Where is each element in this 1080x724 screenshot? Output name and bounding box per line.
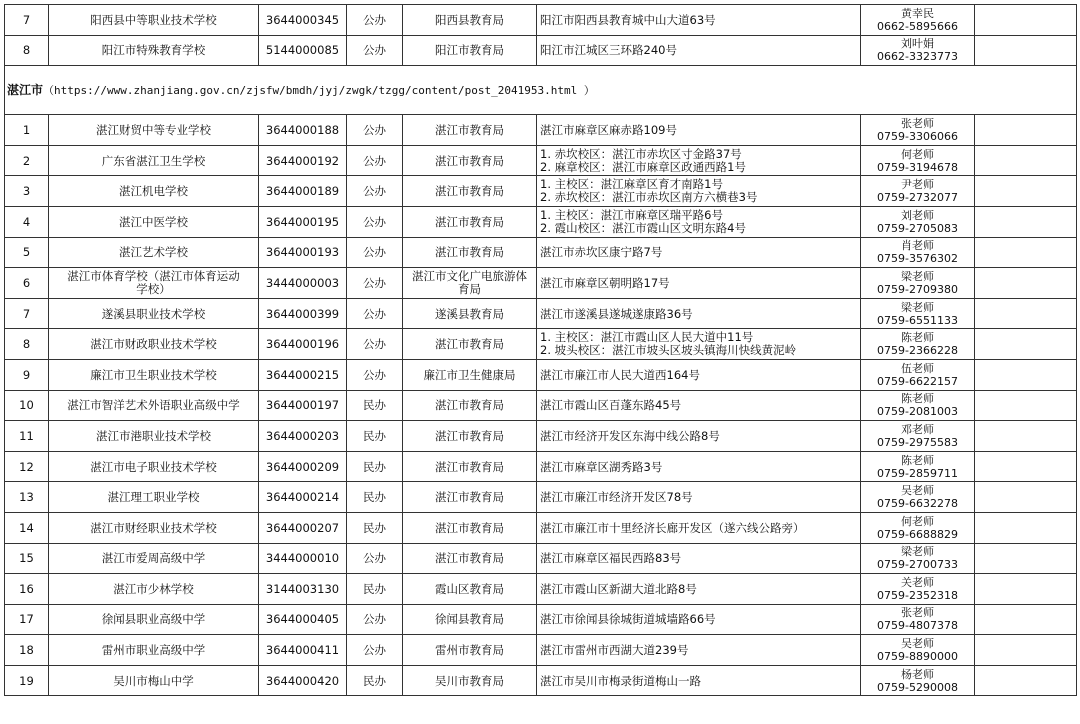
contact-name: 梁老师 [901, 269, 934, 283]
table-row [5, 451, 1077, 482]
school-name: 湛江理工职业学校 [49, 482, 259, 513]
contact-phone: 0759-2709380 [877, 282, 958, 296]
school-code: 3644000189 [259, 176, 347, 207]
remarks [975, 237, 1077, 268]
contact-cell [861, 268, 975, 299]
address-line: 湛江市麻章区朝明路17号 [540, 275, 670, 290]
row-number: 3 [5, 176, 49, 207]
authority: 湛江市教育局 [403, 390, 537, 421]
table-row [5, 176, 1077, 207]
address [537, 268, 861, 299]
authority: 阳江市教育局 [403, 35, 537, 66]
school-code: 3644000345 [259, 5, 347, 36]
remarks [975, 390, 1077, 421]
table-row [5, 145, 1077, 176]
contact-name: 陈老师 [901, 453, 934, 467]
school-code: 3644000196 [259, 329, 347, 360]
school-type: 公办 [347, 176, 403, 207]
row-number: 8 [5, 329, 49, 360]
contact-cell [861, 206, 975, 237]
contact-phone: 0759-5290008 [877, 680, 958, 694]
school-name: 湛江市爱周高级中学 [49, 543, 259, 574]
remarks [975, 176, 1077, 207]
remarks [975, 115, 1077, 146]
table-row [5, 359, 1077, 390]
authority: 阳西县教育局 [403, 5, 537, 36]
school-type: 公办 [347, 635, 403, 666]
authority: 湛江市教育局 [403, 329, 537, 360]
authority: 遂溪县教育局 [403, 298, 537, 329]
school-code: 3644000399 [259, 298, 347, 329]
contact-cell [861, 574, 975, 605]
school-name: 广东省湛江卫生学校 [49, 145, 259, 176]
table-row [5, 512, 1077, 543]
city-name: 湛江市 [7, 82, 44, 97]
remarks [975, 35, 1077, 66]
table-row [5, 421, 1077, 452]
contact-phone: 0759-6632278 [877, 497, 958, 511]
contact-cell [861, 35, 975, 66]
school-type: 公办 [347, 298, 403, 329]
contact-phone: 0759-2352318 [877, 588, 958, 602]
authority: 湛江市教育局 [403, 451, 537, 482]
contact-cell [861, 237, 975, 268]
address [537, 145, 861, 176]
school-name: 阳西县中等职业技术学校 [49, 5, 259, 36]
address-line: 湛江市徐闻县徐城街道城墙路66号 [540, 612, 716, 627]
contact-name: 梁老师 [901, 300, 934, 314]
contact-name: 吴老师 [901, 637, 934, 651]
school-type: 民办 [347, 574, 403, 605]
contact-cell [861, 359, 975, 390]
school-code: 3444000003 [259, 268, 347, 299]
contact-name: 刘叶娟 [901, 37, 934, 51]
row-number: 16 [5, 574, 49, 605]
school-name: 阳江市特殊教育学校 [49, 35, 259, 66]
school-name: 吴川市梅山中学 [49, 665, 259, 696]
address-line: 湛江市廉江市人民大道西164号 [540, 367, 700, 382]
contact-phone: 0759-3306066 [877, 129, 958, 143]
school-code: 3644000207 [259, 512, 347, 543]
school-name: 徐闻县职业高级中学 [49, 604, 259, 635]
contact-name: 何老师 [901, 147, 934, 161]
school-name: 雷州市职业高级中学 [49, 635, 259, 666]
contact-cell [861, 298, 975, 329]
school-name: 湛江艺术学校 [49, 237, 259, 268]
address [537, 206, 861, 237]
address [537, 543, 861, 574]
school-name: 湛江市电子职业技术学校 [49, 451, 259, 482]
contact-phone: 0759-2705083 [877, 221, 958, 235]
contact-phone: 0662-3323773 [877, 50, 958, 64]
address [537, 421, 861, 452]
address [537, 298, 861, 329]
authority: 廉江市卫生健康局 [403, 359, 537, 390]
row-number: 15 [5, 543, 49, 574]
address-line: 湛江市遂溪县遂城遂康路36号 [540, 306, 693, 321]
school-name: 湛江机电学校 [49, 176, 259, 207]
address-line: 湛江市雷州市西湖大道239号 [540, 643, 689, 658]
school-type: 公办 [347, 237, 403, 268]
remarks [975, 298, 1077, 329]
contact-phone: 0759-8890000 [877, 650, 958, 664]
contact-name: 邓老师 [901, 422, 934, 436]
school-code: 3644000193 [259, 237, 347, 268]
contact-cell [861, 5, 975, 36]
contact-cell [861, 115, 975, 146]
school-code: 3644000197 [259, 390, 347, 421]
school-list-sheet [4, 4, 1076, 696]
contact-phone: 0759-6688829 [877, 527, 958, 541]
school-code: 3644000209 [259, 451, 347, 482]
authority: 徐闻县教育局 [403, 604, 537, 635]
contact-name: 刘老师 [901, 208, 934, 222]
contact-phone: 0759-2859711 [877, 466, 958, 480]
contact-name: 吴老师 [901, 484, 934, 498]
row-number: 6 [5, 268, 49, 299]
row-number: 11 [5, 421, 49, 452]
address [537, 665, 861, 696]
contact-cell [861, 665, 975, 696]
address-line: 湛江市麻章区麻赤路109号 [540, 122, 677, 137]
table-row [5, 574, 1077, 605]
contact-phone: 0759-3194678 [877, 160, 958, 174]
contact-name: 张老师 [901, 116, 934, 130]
school-type: 民办 [347, 482, 403, 513]
school-code: 3644000420 [259, 665, 347, 696]
school-type: 公办 [347, 35, 403, 66]
contact-cell [861, 176, 975, 207]
authority-line: 湛江市文化广电旅游体 [412, 268, 527, 283]
address-line: 湛江市麻章区湖秀路3号 [540, 459, 663, 474]
address-line: 1. 主校区：湛江市麻章区瑞平路6号 [540, 207, 723, 222]
row-number: 7 [5, 5, 49, 36]
table-row [5, 635, 1077, 666]
table-row [5, 665, 1077, 696]
authority: 湛江市教育局 [403, 482, 537, 513]
school-code: 3644000405 [259, 604, 347, 635]
row-number: 17 [5, 604, 49, 635]
table-row [5, 35, 1077, 66]
row-number: 4 [5, 206, 49, 237]
table-row [5, 329, 1077, 360]
contact-name: 肖老师 [901, 239, 934, 253]
school-type: 公办 [347, 604, 403, 635]
school-name: 遂溪县职业技术学校 [49, 298, 259, 329]
table-row [5, 604, 1077, 635]
school-code: 3644000411 [259, 635, 347, 666]
address-line: 湛江市霞山区百蓬东路45号 [540, 398, 682, 413]
row-number: 1 [5, 115, 49, 146]
row-number: 19 [5, 665, 49, 696]
address [537, 451, 861, 482]
remarks [975, 665, 1077, 696]
school-type: 公办 [347, 359, 403, 390]
authority: 霞山区教育局 [403, 574, 537, 605]
school-name: 湛江市港职业技术学校 [49, 421, 259, 452]
contact-phone: 0759-2081003 [877, 405, 958, 419]
school-name: 湛江市少林学校 [49, 574, 259, 605]
contact-name: 梁老师 [901, 545, 934, 559]
row-number: 12 [5, 451, 49, 482]
remarks [975, 206, 1077, 237]
address: 阳江市阳西县教育城中山大道63号 [537, 5, 861, 36]
contact-cell [861, 145, 975, 176]
authority: 湛江市教育局 [403, 237, 537, 268]
address-line: 湛江市麻章区福民西路83号 [540, 551, 682, 566]
address-line: 湛江市霞山区新湖大道北路8号 [540, 581, 697, 596]
address-line: 2. 霞山校区：湛江市霞山区文明东路4号 [540, 220, 746, 235]
remarks [975, 359, 1077, 390]
contact-name: 杨老师 [901, 667, 934, 681]
table-row [5, 206, 1077, 237]
contact-name: 黄幸民 [901, 6, 934, 20]
school-code: 3144003130 [259, 574, 347, 605]
contact-name: 陈老师 [901, 331, 934, 345]
remarks [975, 635, 1077, 666]
table-row [5, 237, 1077, 268]
remarks [975, 482, 1077, 513]
school-type: 公办 [347, 115, 403, 146]
table-row [5, 298, 1077, 329]
row-number: 7 [5, 298, 49, 329]
contact-cell [861, 543, 975, 574]
address-line: 湛江市赤坎区康宁路7号 [540, 245, 663, 260]
authority: 湛江市教育局 [403, 176, 537, 207]
contact-phone: 0662-5895666 [877, 19, 958, 33]
address-line: 湛江市经济开发区东海中线公路8号 [540, 428, 720, 443]
contact-name: 陈老师 [901, 392, 934, 406]
school-table-body [5, 5, 1077, 696]
remarks [975, 451, 1077, 482]
remarks [975, 5, 1077, 36]
school-name-line: 湛江市体育学校（湛江市体育运动 [67, 268, 240, 283]
contact-name: 尹老师 [901, 178, 934, 192]
contact-name: 何老师 [901, 514, 934, 528]
table-row [5, 482, 1077, 513]
school-code: 3444000010 [259, 543, 347, 574]
address-line: 1. 主校区：湛江市霞山区人民大道中11号 [540, 330, 754, 345]
remarks [975, 512, 1077, 543]
address-line: 2. 赤坎校区：湛江市赤坎区南方六横巷3号 [540, 190, 758, 205]
city-section-header [5, 66, 1077, 115]
address [537, 390, 861, 421]
contact-phone: 0759-6622157 [877, 374, 958, 388]
school-code: 3644000192 [259, 145, 347, 176]
school-name: 湛江中医学校 [49, 206, 259, 237]
city-source-link[interactable]: （https://www.zhanjiang.gov.cn/zjsfw/bmdh/jyj/zwgk/tzgg/content/post_2041953.html ） [43, 83, 595, 97]
school-name: 湛江财贸中等专业学校 [49, 115, 259, 146]
address [537, 604, 861, 635]
address [537, 512, 861, 543]
school-code: 5144000085 [259, 35, 347, 66]
address: 阳江市江城区三环路240号 [537, 35, 861, 66]
authority: 湛江市教育局 [403, 421, 537, 452]
school-name: 湛江市财政职业技术学校 [49, 329, 259, 360]
table-row [5, 543, 1077, 574]
school-type: 民办 [347, 421, 403, 452]
school-type: 民办 [347, 390, 403, 421]
contact-name: 关老师 [901, 575, 934, 589]
authority: 湛江市教育局 [403, 206, 537, 237]
contact-cell [861, 451, 975, 482]
remarks [975, 268, 1077, 299]
school-table [4, 4, 1077, 696]
contact-cell [861, 329, 975, 360]
remarks [975, 543, 1077, 574]
address [537, 176, 861, 207]
contact-phone: 0759-3576302 [877, 252, 958, 266]
address [537, 237, 861, 268]
address [537, 359, 861, 390]
authority-line: 育局 [458, 281, 481, 296]
address-line: 湛江市吴川市梅录街道梅山一路 [540, 673, 701, 688]
school-type: 公办 [347, 329, 403, 360]
school-code: 3644000195 [259, 206, 347, 237]
school-name-line: 学校） [136, 281, 171, 296]
contact-cell [861, 512, 975, 543]
contact-cell [861, 390, 975, 421]
table-row [5, 5, 1077, 36]
authority: 湛江市教育局 [403, 115, 537, 146]
address [537, 482, 861, 513]
address [537, 635, 861, 666]
remarks [975, 145, 1077, 176]
contact-phone: 0759-4807378 [877, 619, 958, 633]
authority: 湛江市教育局 [403, 543, 537, 574]
contact-cell [861, 421, 975, 452]
remarks [975, 574, 1077, 605]
address-line: 1. 赤坎校区：湛江市赤坎区寸金路37号 [540, 146, 742, 161]
school-type: 民办 [347, 512, 403, 543]
address [537, 329, 861, 360]
remarks [975, 604, 1077, 635]
school-name: 廉江市卫生职业技术学校 [49, 359, 259, 390]
school-type: 公办 [347, 543, 403, 574]
address-line: 湛江市廉江市经济开发区78号 [540, 490, 693, 505]
row-number: 13 [5, 482, 49, 513]
remarks [975, 329, 1077, 360]
contact-phone: 0759-2732077 [877, 191, 958, 205]
row-number: 14 [5, 512, 49, 543]
authority: 吴川市教育局 [403, 665, 537, 696]
table-row [5, 390, 1077, 421]
school-type: 公办 [347, 5, 403, 36]
table-row [5, 115, 1077, 146]
authority: 湛江市教育局 [403, 145, 537, 176]
authority [403, 268, 537, 299]
row-number: 8 [5, 35, 49, 66]
row-number: 9 [5, 359, 49, 390]
school-type: 公办 [347, 145, 403, 176]
school-type: 公办 [347, 206, 403, 237]
contact-phone: 0759-2700733 [877, 558, 958, 572]
address-line: 2. 麻章校区：湛江市麻章区政通西路1号 [540, 159, 746, 174]
contact-phone: 0759-2366228 [877, 344, 958, 358]
address-line: 2. 坡头校区：湛江市坡头区坡头镇海川快线黄泥岭 [540, 343, 797, 358]
address-line: 湛江市廉江市十里经济长廊开发区（遂六线公路旁） [540, 520, 805, 535]
contact-name: 张老师 [901, 606, 934, 620]
school-name: 湛江市智洋艺术外语职业高级中学 [49, 390, 259, 421]
contact-cell [861, 635, 975, 666]
address [537, 574, 861, 605]
row-number: 2 [5, 145, 49, 176]
remarks [975, 421, 1077, 452]
school-code: 3644000214 [259, 482, 347, 513]
contact-cell [861, 482, 975, 513]
row-number: 5 [5, 237, 49, 268]
school-code: 3644000215 [259, 359, 347, 390]
table-row [5, 268, 1077, 299]
school-name [49, 268, 259, 299]
address-line: 1. 主校区：湛江麻章区育才南路1号 [540, 177, 723, 192]
authority: 雷州市教育局 [403, 635, 537, 666]
contact-phone: 0759-2975583 [877, 435, 958, 449]
school-type: 公办 [347, 268, 403, 299]
address [537, 115, 861, 146]
contact-cell [861, 604, 975, 635]
row-number: 10 [5, 390, 49, 421]
school-code: 3644000203 [259, 421, 347, 452]
school-name: 湛江市财经职业技术学校 [49, 512, 259, 543]
school-code: 3644000188 [259, 115, 347, 146]
school-type: 民办 [347, 451, 403, 482]
school-type: 民办 [347, 665, 403, 696]
city-section-cell [5, 66, 1077, 115]
authority: 湛江市教育局 [403, 512, 537, 543]
row-number: 18 [5, 635, 49, 666]
contact-phone: 0759-6551133 [877, 313, 958, 327]
contact-name: 伍老师 [901, 361, 934, 375]
